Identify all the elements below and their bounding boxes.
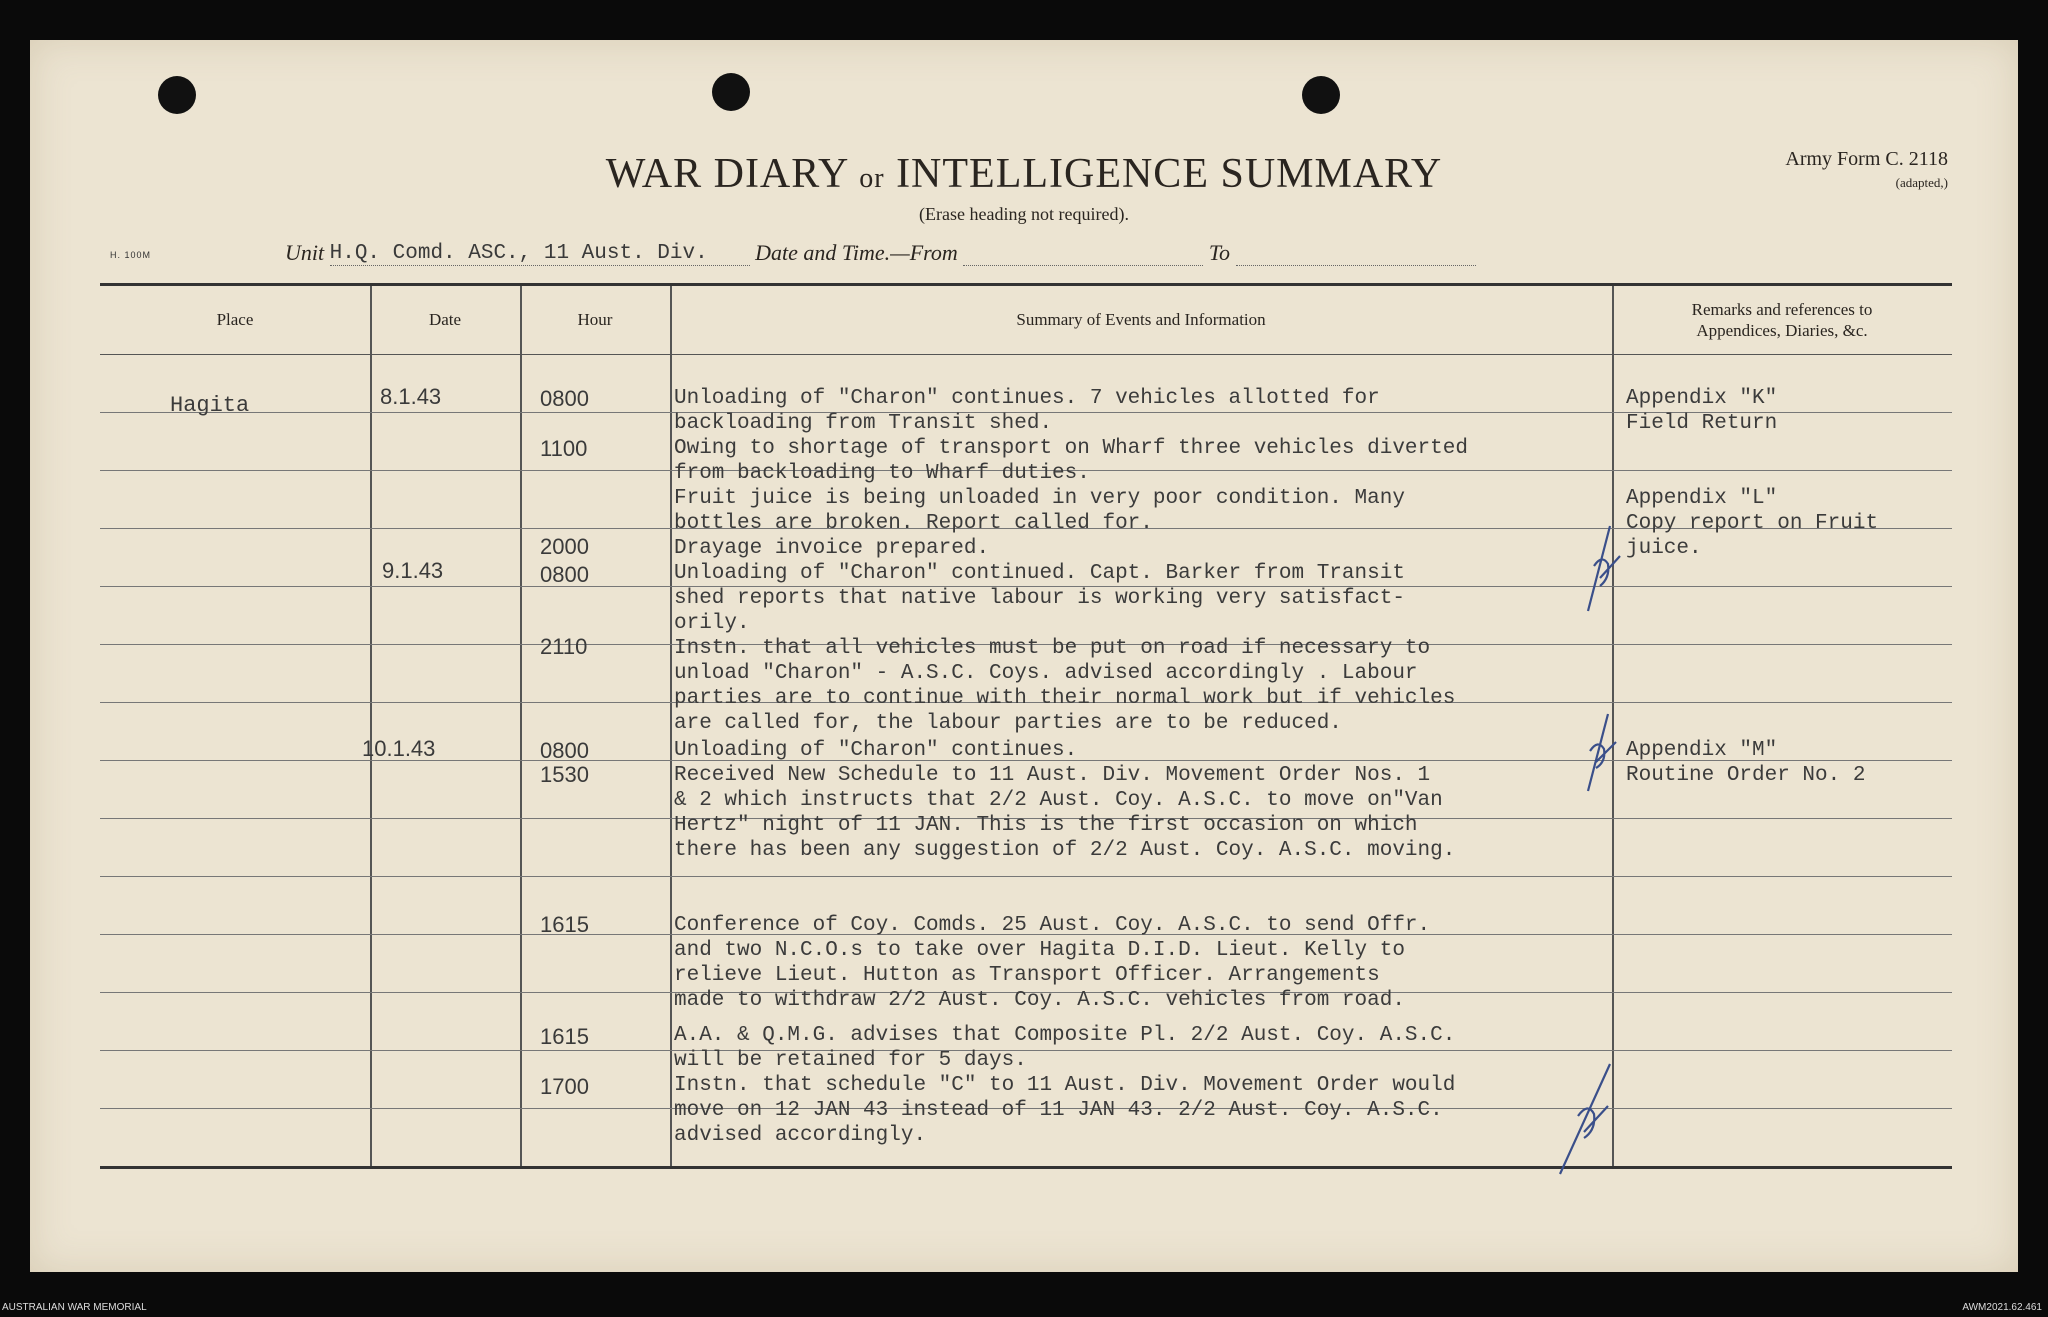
summary-line: relieve Lieut. Hutton as Transport Officer. Arrangements bbox=[674, 964, 1380, 987]
remarks-line: Appendix "L" bbox=[1626, 487, 1778, 510]
from-field bbox=[963, 245, 1203, 266]
summary-line: made to withdraw 2/2 Aust. Coy. A.S.C. vehicles from road. bbox=[674, 989, 1405, 1012]
summary-line: orily. bbox=[674, 612, 750, 635]
summary-line: backloading from Transit shed. bbox=[674, 412, 1053, 435]
hour-cell: 0800 bbox=[540, 562, 589, 587]
header-remarks-line: Remarks and references to bbox=[1691, 299, 1873, 319]
punch-hole bbox=[712, 73, 750, 111]
summary-line: advised accordingly. bbox=[674, 1124, 927, 1147]
date-time-label: Date and Time.—From bbox=[755, 240, 958, 265]
date-cell: 9.1.43 bbox=[382, 558, 444, 583]
hour-cell: 2000 bbox=[540, 534, 589, 559]
remarks-line: juice. bbox=[1626, 537, 1702, 560]
remarks-line: Copy report on Fruit bbox=[1626, 512, 1879, 535]
remarks-line: Field Return bbox=[1626, 412, 1778, 435]
place-cell: Hagita bbox=[170, 393, 250, 418]
unit-value: H.Q. Comd. ASC., 11 Aust. Div. bbox=[330, 242, 750, 266]
hour-cell: 1615 bbox=[540, 1024, 589, 1049]
remarks-line: Routine Order No. 2 bbox=[1626, 764, 1866, 787]
date-cell: 8.1.43 bbox=[380, 384, 442, 409]
summary-line: Owing to shortage of transport on Wharf three vehicles diverted bbox=[674, 437, 1468, 460]
row-rule bbox=[100, 876, 1952, 877]
summary-line: from backloading to Wharf duties. bbox=[674, 462, 1090, 485]
summary-line: Received New Schedule to 11 Aust. Div. Movement Order Nos. 1 bbox=[674, 764, 1431, 787]
summary-line: Unloading of "Charon" continues. 7 vehicles allotted for bbox=[674, 387, 1380, 410]
date-cell: 10.1.43 bbox=[362, 736, 436, 761]
checkmark-icon bbox=[1576, 706, 1636, 796]
summary-line: Unloading of "Charon" continued. Capt. Barker from Transit bbox=[674, 562, 1405, 585]
checkmark-icon bbox=[1550, 1056, 1630, 1176]
army-form-adapted: (adapted,) bbox=[1895, 175, 1948, 190]
form-subtitle: (Erase heading not required). bbox=[919, 204, 1129, 224]
title-or: or bbox=[859, 163, 885, 194]
summary-line: Conference of Coy. Comds. 25 Aust. Coy. A.S.C. to send Offr. bbox=[674, 914, 1431, 937]
form-title bbox=[30, 150, 2018, 198]
hour-cell: 0800 bbox=[540, 738, 589, 763]
header-remarks-line: Appendices, Diaries, &c. bbox=[1696, 321, 1868, 340]
column-rule bbox=[520, 286, 522, 1166]
header-remarks bbox=[1612, 286, 1952, 354]
footer-source: AUSTRALIAN WAR MEMORIAL bbox=[2, 1302, 147, 1313]
column-rule bbox=[370, 286, 372, 1166]
summary-line: shed reports that native labour is working very satisfact- bbox=[674, 587, 1405, 610]
summary-line: Unloading of "Charon" continues. bbox=[674, 739, 1078, 762]
summary-line: Drayage invoice prepared. bbox=[674, 537, 990, 560]
summary-line: there has been any suggestion of 2/2 Aust. Coy. A.S.C. moving. bbox=[674, 839, 1456, 862]
summary-line: and two N.C.O.s to take over Hagita D.I.D. Lieut. Kelly to bbox=[674, 939, 1405, 962]
title-war-diary: WAR DIARY bbox=[605, 151, 848, 197]
header-rule bbox=[100, 354, 1952, 355]
army-form-reference bbox=[1785, 148, 1948, 191]
diary-table bbox=[100, 283, 1952, 1169]
remarks-line: Appendix "K" bbox=[1626, 387, 1778, 410]
header-hour: Hour bbox=[577, 310, 613, 330]
summary-line: bottles are broken. Report called for. bbox=[674, 512, 1153, 535]
summary-line: Instn. that all vehicles must be put on road if necessary to bbox=[674, 637, 1431, 660]
unit-line bbox=[285, 240, 1476, 266]
hour-cell: 1615 bbox=[540, 912, 589, 937]
hour-cell: 0800 bbox=[540, 386, 589, 411]
army-form-number: Army Form C. 2118 bbox=[1785, 148, 1948, 170]
hour-cell: 1100 bbox=[540, 436, 588, 461]
punch-hole bbox=[158, 76, 196, 114]
summary-line: move on 12 JAN 43 instead of 11 JAN 43. 2/2 Aust. Coy. A.S.C. bbox=[674, 1099, 1443, 1122]
header-date: Date bbox=[428, 310, 462, 330]
summary-line: unload "Charon" - A.S.C. Coys. advised accordingly . Labour bbox=[674, 662, 1418, 685]
remarks-line: Appendix "M" bbox=[1626, 739, 1778, 762]
summary-line: Hertz" night of 11 JAN. This is the first occasion on which bbox=[674, 814, 1418, 837]
summary-line: will be retained for 5 days. bbox=[674, 1049, 1027, 1072]
to-label: To bbox=[1208, 240, 1231, 265]
summary-line: are called for, the labour parties are to be reduced. bbox=[674, 712, 1342, 735]
print-code: H. 100M bbox=[110, 250, 152, 260]
summary-line: Instn. that schedule "C" to 11 Aust. Div. Movement Order would bbox=[674, 1074, 1456, 1097]
column-rule bbox=[670, 286, 672, 1166]
hour-cell: 1530 bbox=[540, 762, 589, 787]
unit-label: Unit bbox=[285, 240, 325, 265]
summary-line: A.A. & Q.M.G. advises that Composite Pl. 2/2 Aust. Coy. A.S.C. bbox=[674, 1024, 1456, 1047]
summary-line: parties are to continue with their normal work but if vehicles bbox=[674, 687, 1456, 710]
header-summary: Summary of Events and Information bbox=[1016, 310, 1266, 330]
summary-line: & 2 which instructs that 2/2 Aust. Coy. A.S.C. to move on"Van bbox=[674, 789, 1443, 812]
punch-hole bbox=[1302, 76, 1340, 114]
checkmark-icon bbox=[1580, 516, 1640, 616]
hour-cell: 2110 bbox=[540, 634, 588, 659]
hour-cell: 1700 bbox=[540, 1074, 589, 1099]
summary-line: Fruit juice is being unloaded in very poor condition. Many bbox=[674, 487, 1405, 510]
header-place: Place bbox=[216, 310, 254, 330]
title-intelligence-summary: INTELLIGENCE SUMMARY bbox=[896, 151, 1443, 197]
to-field bbox=[1236, 245, 1476, 266]
footer-accession: AWM2021.62.461 bbox=[1962, 1302, 2042, 1313]
